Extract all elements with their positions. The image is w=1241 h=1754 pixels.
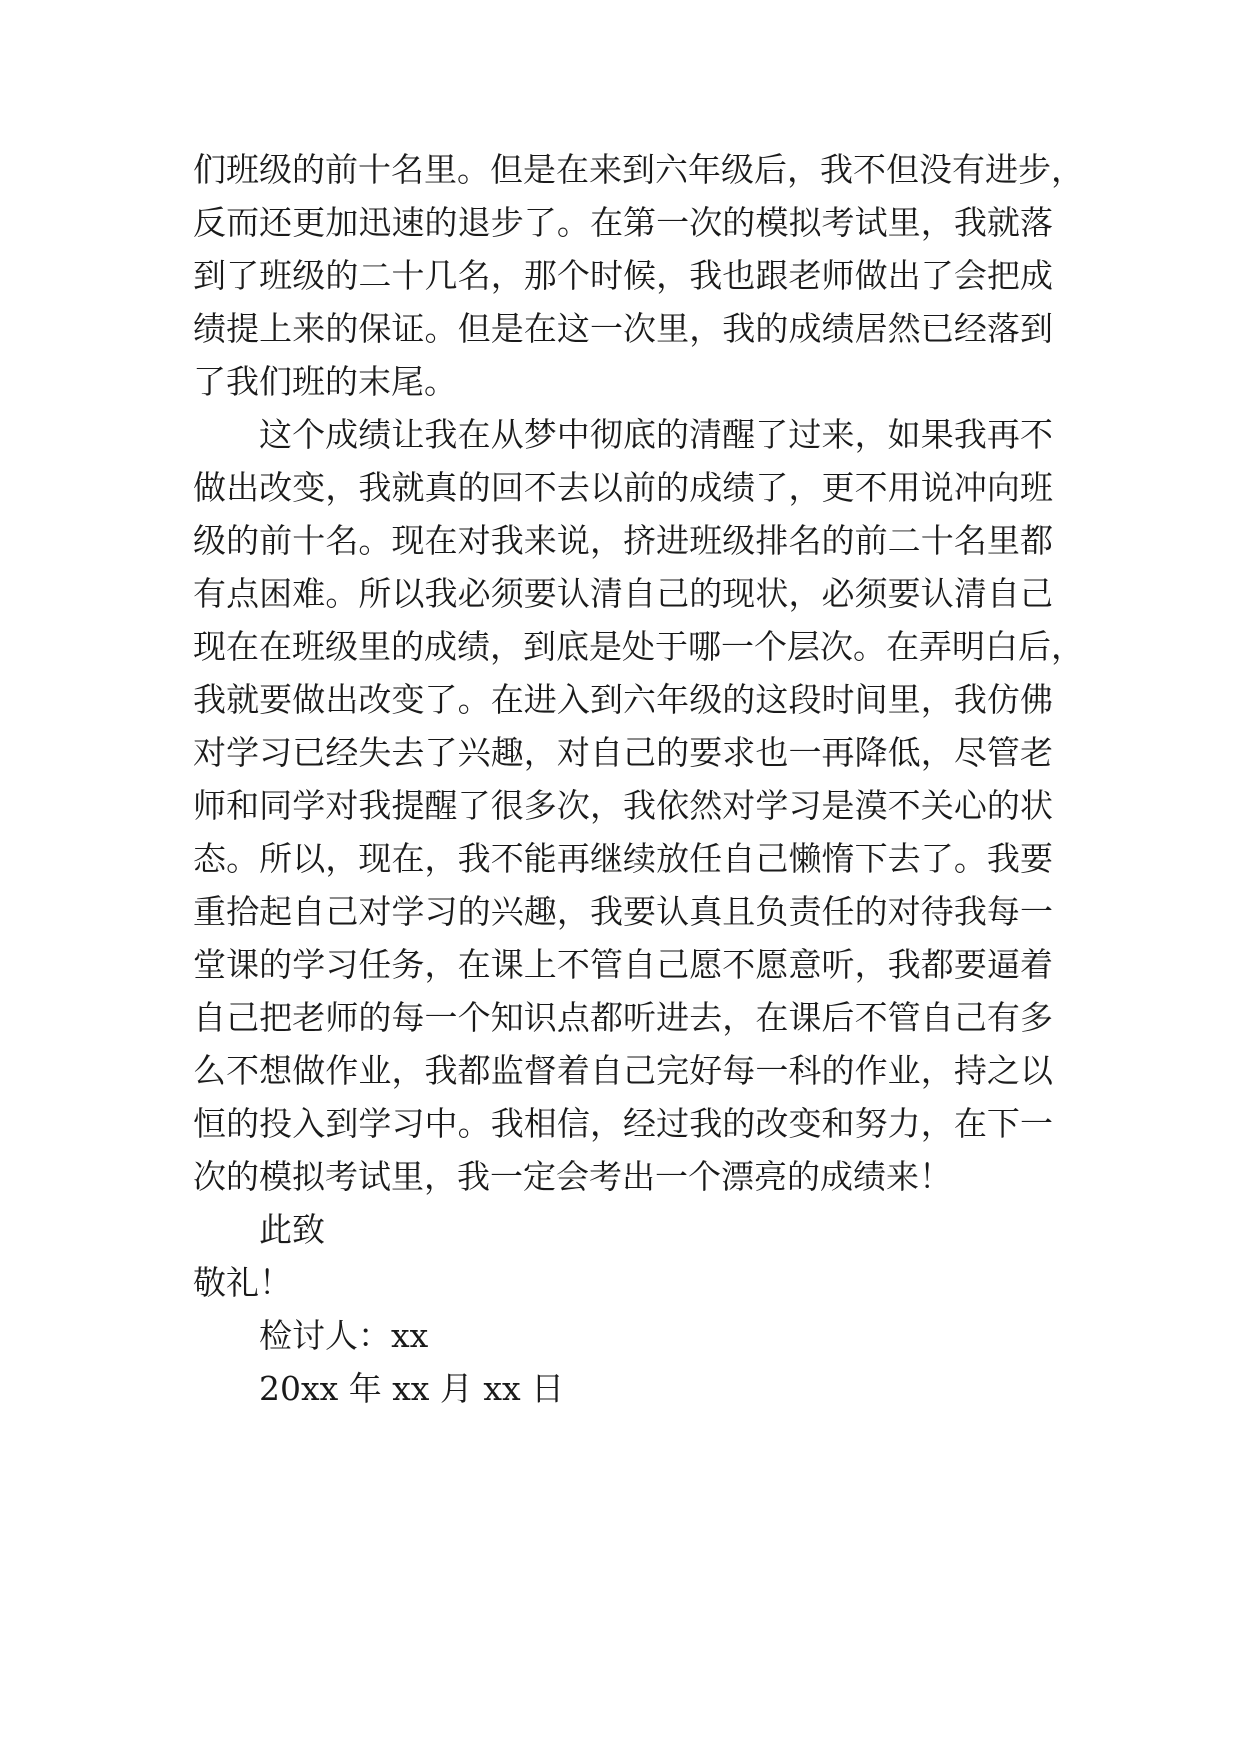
paragraph-line: 们班级的前十名里。但是在来到六年级后，我不但没有进步， (193, 150, 1084, 189)
paragraph-line: 我就要做出改变了。在进入到六年级的这段时间里，我仿佛 (193, 680, 1053, 719)
paragraph-line: 反而还更加迅速的退步了。在第一次的模拟考试里，我就落 (193, 203, 1053, 242)
closing-text: 此致 (259, 1210, 325, 1249)
paragraph-line: 堂课的学习任务，在课上不管自己愿不愿意听，我都要逼着 (193, 945, 1053, 984)
paragraph-line: 到了班级的二十几名，那个时候，我也跟老师做出了会把成 (193, 256, 1053, 295)
paragraph-line: 级的前十名。现在对我来说，挤进班级排名的前二十名里都 (193, 521, 1053, 560)
paragraph-line: 做出改变，我就真的回不去以前的成绩了，更不用说冲向班 (193, 468, 1053, 507)
paragraph-line: 这个成绩让我在从梦中彻底的清醒了过来，如果我再不 (259, 415, 1053, 454)
paragraph-line: 重拾起自己对学习的兴趣，我要认真且负责任的对待我每一 (193, 892, 1053, 931)
date-text: 20xx 年 xx 月 xx 日 (259, 1369, 565, 1408)
paragraph-line: 自己把老师的每一个知识点都听进去，在课后不管自己有多 (193, 998, 1053, 1037)
signature-text: 检讨人：xx (259, 1316, 429, 1355)
paragraph-line: 绩提上来的保证。但是在这一次里，我的成绩居然已经落到 (193, 309, 1053, 348)
paragraph-line: 有点困难。所以我必须要认清自己的现状，必须要认清自己 (193, 574, 1053, 613)
paragraph-line: 师和同学对我提醒了很多次，我依然对学习是漠不关心的状 (193, 786, 1053, 825)
salute-text: 敬礼！ (193, 1263, 292, 1302)
paragraph-line: 对学习已经失去了兴趣，对自己的要求也一再降低，尽管老 (193, 733, 1053, 772)
paragraph-line: 了我们班的末尾。 (193, 362, 457, 401)
paragraph-line: 次的模拟考试里，我一定会考出一个漂亮的成绩来！ (193, 1157, 952, 1196)
paragraph-line: 恒的投入到学习中。我相信，经过我的改变和努力，在下一 (193, 1104, 1053, 1143)
paragraph-line: 态。所以，现在，我不能再继续放任自己懒惰下去了。我要 (193, 839, 1053, 878)
paragraph-line: 现在在班级里的成绩，到底是处于哪一个层次。在弄明白后， (193, 627, 1084, 666)
paragraph-line: 么不想做作业，我都监督着自己完好每一科的作业，持之以 (193, 1051, 1053, 1090)
